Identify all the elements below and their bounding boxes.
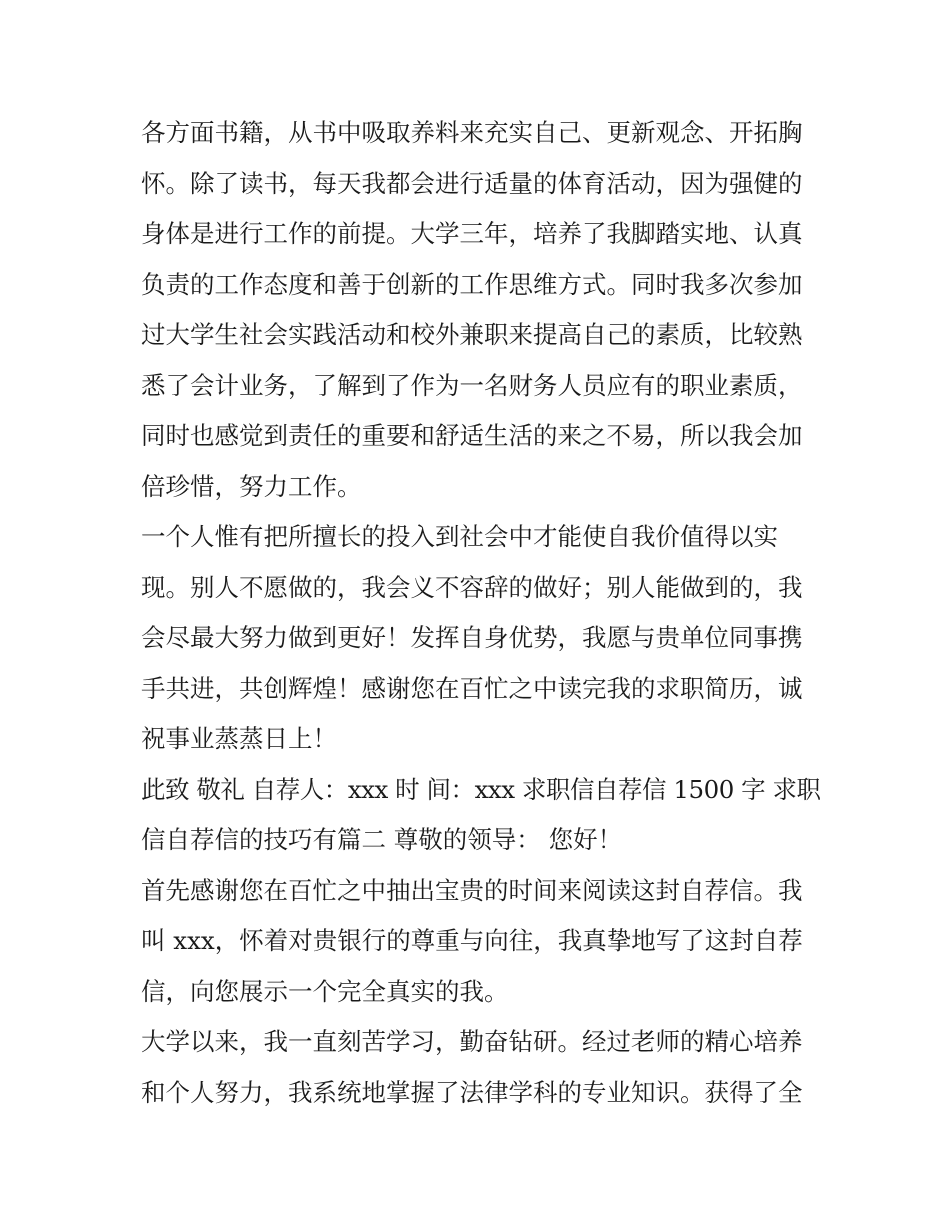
text-line: 信自荐信的技巧有篇二 尊敬的领导： 您好！ bbox=[141, 825, 623, 854]
text-line: 叫 xxx，怀着对贵银行的尊重与向往，我真挚地写了这封自荐 bbox=[141, 926, 803, 955]
text-line: 此致 敬礼 自荐人：xxx 时 间：xxx 求职信自荐信 1500 字 求职 bbox=[141, 774, 821, 804]
text-line: 身体是进行工作的前提。大学三年，培养了我脚踏实地、认真 bbox=[141, 219, 803, 248]
text-line: 悉了会计业务，了解到了作为一名财务人员应有的职业素质， bbox=[141, 370, 803, 400]
text-line: 会尽最大努力做到更好！发挥自身优势，我愿与贵单位同事携 bbox=[141, 623, 803, 652]
text-line: 祝事业蒸蒸日上！ bbox=[141, 724, 337, 753]
document-body bbox=[141, 108, 821, 1118]
text-line: 大学以来，我一直刻苦学习，勤奋钻研。经过老师的精心培养 bbox=[141, 1027, 803, 1056]
text-line: 同时也感觉到责任的重要和舒适生活的来之不易，所以我会加 bbox=[141, 421, 803, 450]
text-line: 过大学生社会实践活动和校外兼职来提高自己的素质，比较熟 bbox=[141, 320, 803, 349]
text-line: 和个人努力，我系统地掌握了法律学科的专业知识。获得了全 bbox=[141, 1077, 803, 1107]
text-line: 手共进，共创辉煌！感谢您在百忙之中读完我的求职简历，诚 bbox=[141, 673, 803, 703]
text-line: 信，向您展示一个完全真实的我。 bbox=[141, 976, 509, 1006]
text-line: 怀。除了读书，每天我都会进行适量的体育活动，因为强健的 bbox=[141, 168, 803, 198]
text-line: 负责的工作态度和善于创新的工作思维方式。同时我多次参加 bbox=[141, 269, 803, 299]
text-line: 现。别人不愿做的，我会义不容辞的做好；别人能做到的，我 bbox=[141, 572, 803, 602]
text-line: 一个人惟有把所擅长的投入到社会中才能使自我价值得以实 bbox=[141, 522, 778, 551]
text-line: 倍珍惜，努力工作。 bbox=[141, 471, 362, 501]
text-line: 各方面书籍，从书中吸取养料来充实自己、更新观念、开拓胸 bbox=[141, 118, 803, 147]
text-line: 首先感谢您在百忙之中抽出宝贵的时间来阅读这封自荐信。我 bbox=[141, 875, 803, 905]
